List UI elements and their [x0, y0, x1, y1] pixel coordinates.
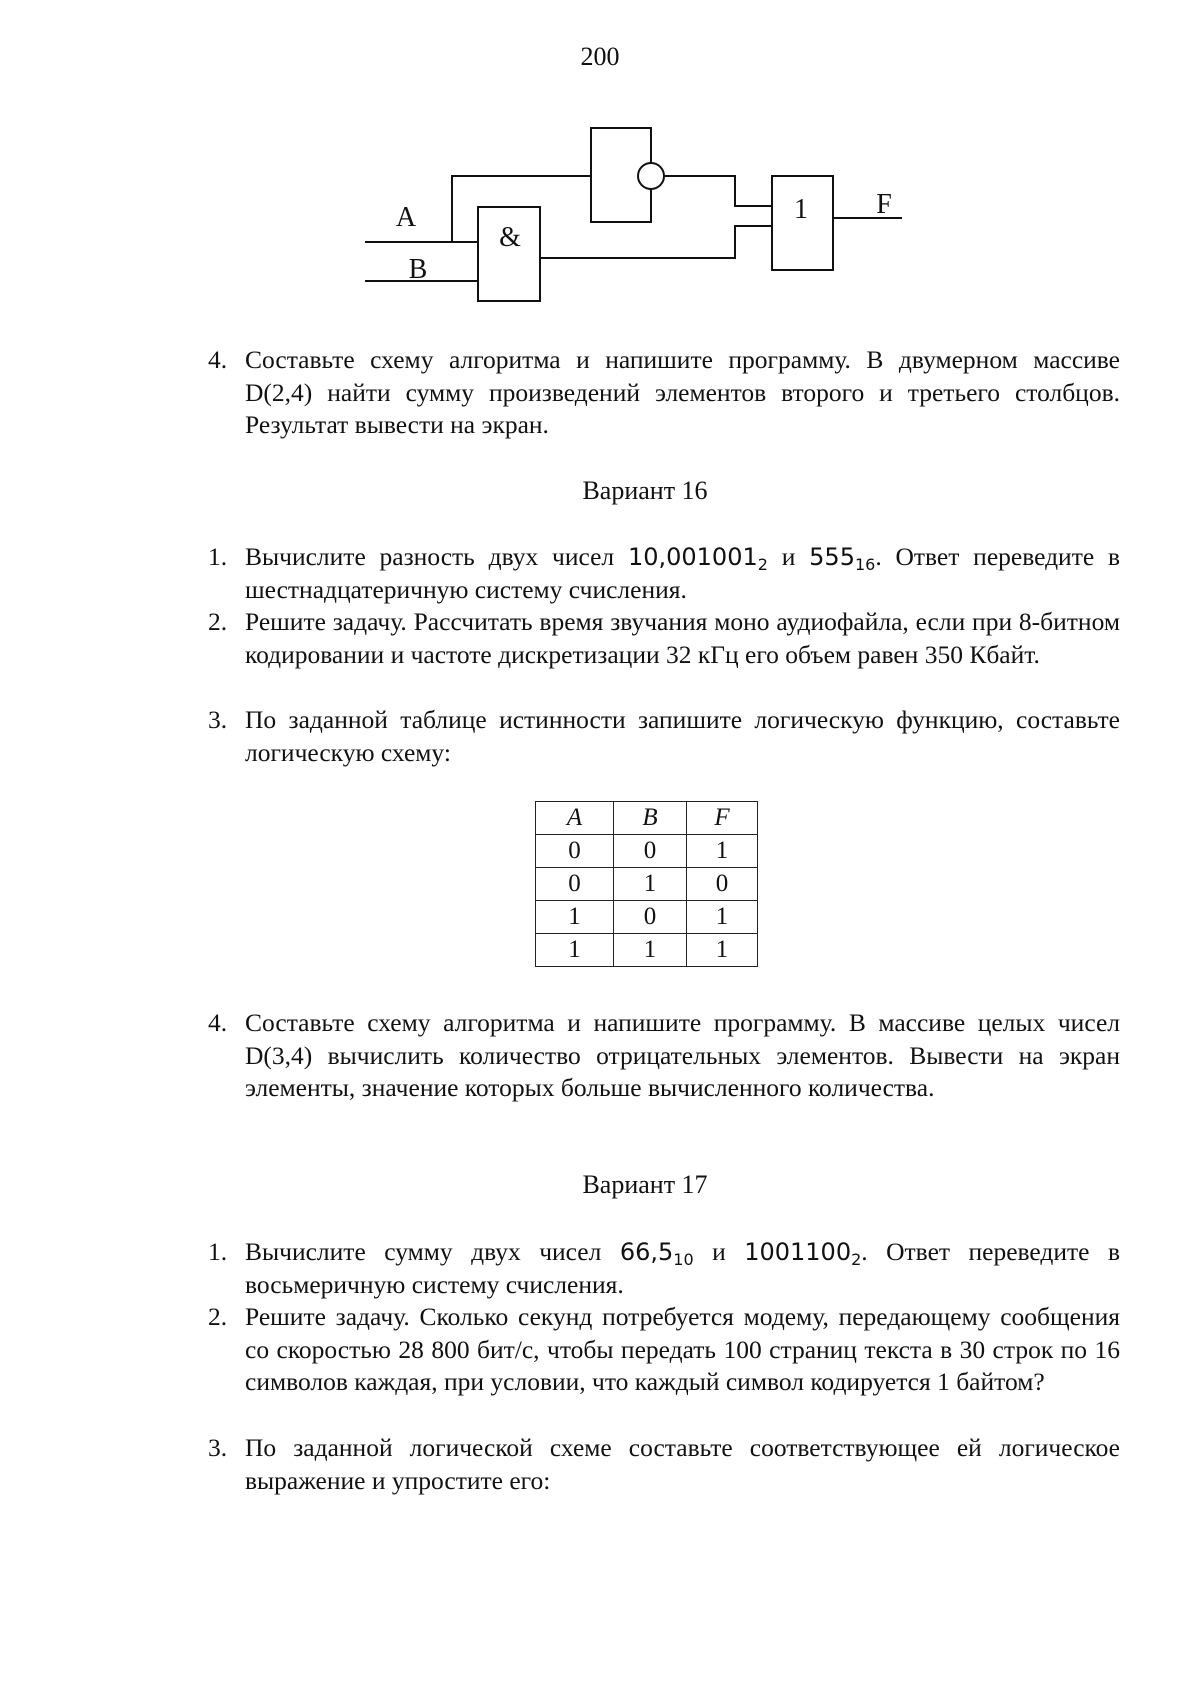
task-text: По заданной таблице истинности запишите логическую функцию, составьте логическую схему:: [245, 705, 1120, 767]
number-1: $10,001001_2$: [627, 543, 768, 574]
or-gate-label: 1: [794, 194, 808, 225]
task-number: 1.: [208, 1237, 228, 1266]
task-text: Решите задачу. Сколько секунд потребуется модему, передающему сообщения со скоростью 28 800 бит/с, чтобы передать 100 страниц текста в 30 строк по 16 символов каждая, при условии, что каждый символ кодируется 1 байтом?: [245, 1302, 1120, 1396]
task-text: Решите задачу. Рассчитать время звучания моно аудиофайла, если при 8-битном кодировании и частоте дискретизации 32 кГц его объем равен 350 Кбайт.: [245, 607, 1120, 669]
variant-16-task-1: [208, 541, 1120, 606]
page-number: 200: [580, 42, 620, 71]
task-text: Вычислите сумму двух чисел $66,5_{10}$ и $1001100_2$. Ответ переведите в восьмеричную систему счисления.: [245, 1237, 1120, 1299]
table-row: [536, 901, 758, 934]
table-row: [536, 868, 758, 901]
table-row: [536, 835, 758, 868]
header-a: A: [536, 802, 614, 835]
cell: 1: [536, 901, 614, 934]
task-text: Вычислите разность двух чисел $10,001001_2$ и $555_{16}$. Ответ переведите в шестнадцатеричную систему счисления.: [245, 542, 1120, 604]
wire-a-to-not: [452, 176, 591, 242]
and-gate-label: &: [499, 222, 521, 253]
variant-16-task-2: [208, 606, 1120, 671]
variant-17-task-2: [208, 1301, 1120, 1399]
task-number: 2.: [208, 607, 228, 636]
cell: 1: [614, 868, 687, 901]
variant-16-task-4: [208, 1007, 1120, 1105]
wire-and-to-or: [540, 226, 772, 258]
variant-17-task-1: [208, 1236, 1120, 1301]
cell: 1: [687, 901, 758, 934]
cell: 0: [536, 835, 614, 868]
logic-circuit-diagram: [0, 0, 1200, 320]
cell: 0: [614, 835, 687, 868]
task-text: Составьте схему алгоритма и напишите программу. В двумерном массиве D(2,4) найти сумму произведений элементов второго и третьего столбцов. Результат вывести на экран.: [245, 345, 1120, 439]
number-2: $555_{16}$: [809, 543, 876, 574]
cell: 1: [536, 934, 614, 967]
output-label-f: F: [876, 189, 892, 220]
header-b: B: [614, 802, 687, 835]
cell: 1: [614, 934, 687, 967]
number-2: $1001100_2$: [744, 1238, 862, 1269]
cell: 0: [536, 868, 614, 901]
not-gate-inversion-bubble: [638, 163, 664, 189]
cell: 1: [687, 934, 758, 967]
task-4-previous-variant: [208, 344, 1120, 442]
variant-16-task-3: [208, 704, 1120, 769]
input-label-a: A: [395, 202, 417, 233]
task-text: По заданной логической схеме составьте соответствующее ей логическое выражение и упростите его:: [245, 1433, 1120, 1495]
task-number: 4.: [208, 1008, 228, 1037]
task-number: 2.: [208, 1302, 228, 1331]
table-row: [536, 934, 758, 967]
task-number: 4.: [208, 345, 228, 374]
cell: 0: [614, 901, 687, 934]
task-text: Составьте схему алгоритма и напишите программу. В массиве целых чисел D(3,4) вычислить количество отрицательных элементов. Вывести на экран элементы, значение которых больше вычисленного количества.: [245, 1008, 1120, 1102]
task-number: 1.: [208, 542, 228, 571]
input-label-b: B: [408, 254, 428, 285]
truth-table-header-row: [536, 802, 758, 835]
cell: 0: [687, 868, 758, 901]
header-f: F: [687, 802, 758, 835]
number-1: $66,5_{10}$: [619, 1238, 694, 1269]
variant-17-task-3: [208, 1432, 1120, 1497]
variant-17-heading: Вариант 17: [582, 1170, 708, 1199]
task-number: 3.: [208, 1433, 228, 1462]
wire-not-to-or: [664, 176, 772, 206]
task-number: 3.: [208, 705, 228, 734]
truth-table: [535, 801, 758, 967]
cell: 1: [687, 835, 758, 868]
variant-16-heading: Вариант 16: [582, 476, 708, 505]
